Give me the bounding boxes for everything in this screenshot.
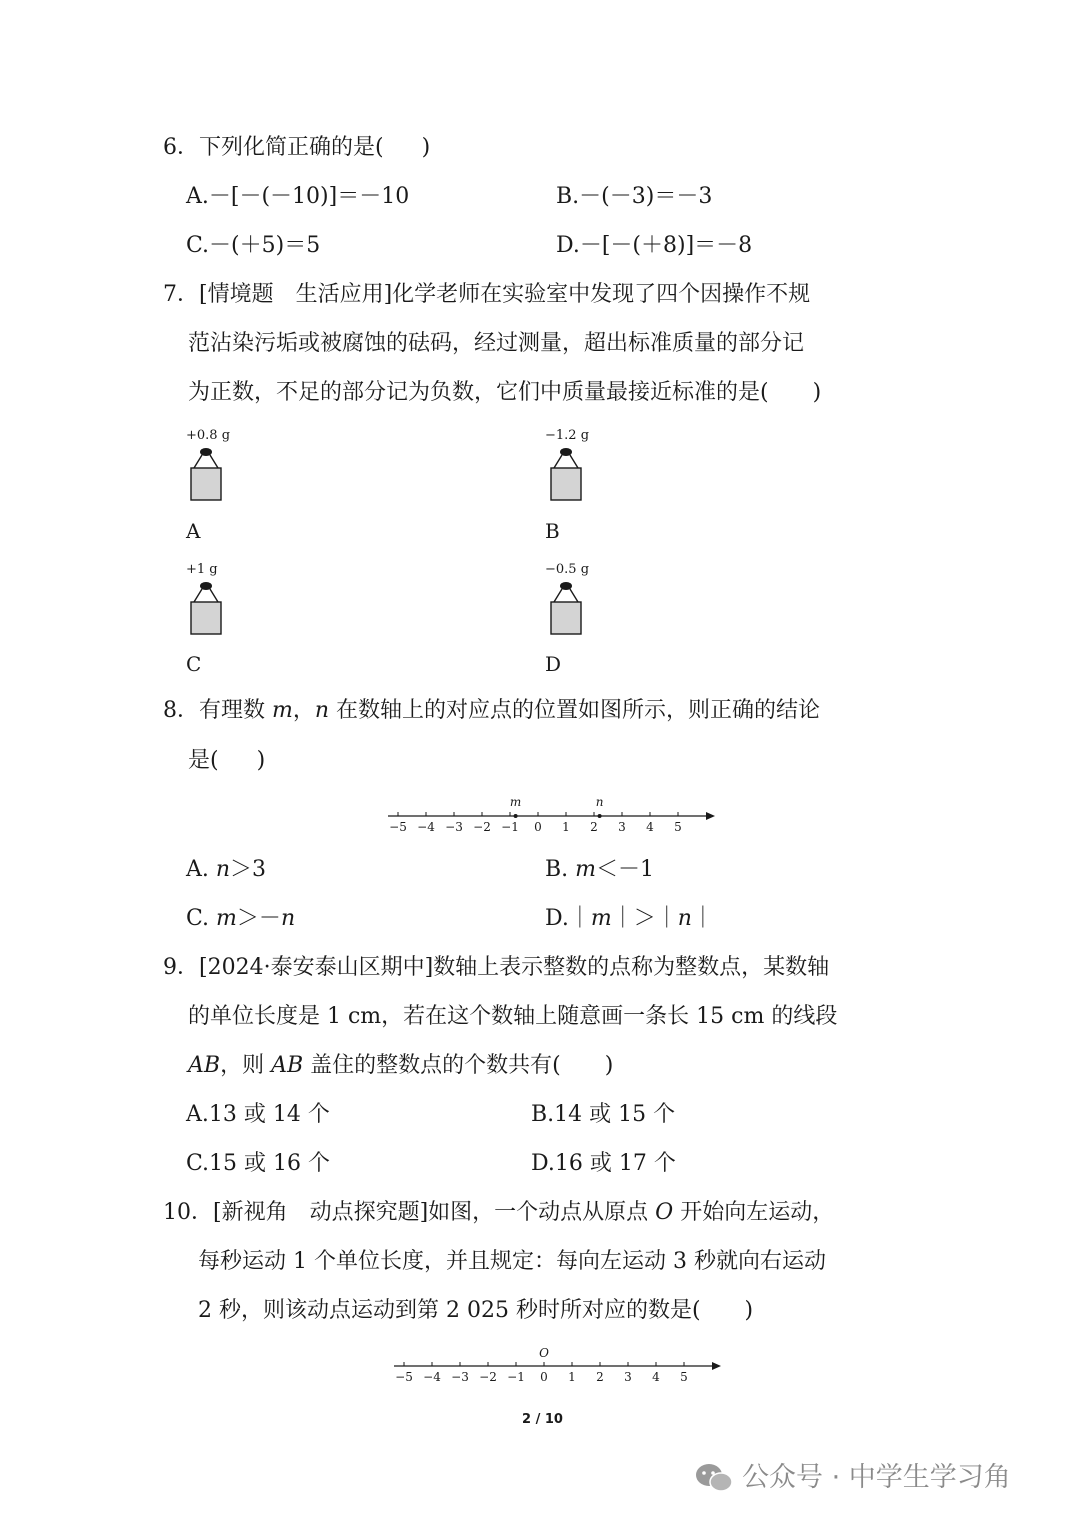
question-8-stem-line1: 8．有理数 m，n 在数轴上的对应点的位置如图所示，则正确的结论 (163, 698, 821, 723)
axis-tick-label: 1 (568, 1370, 576, 1384)
q6-option-b[interactable]: B.－(－3)＝－3 (556, 184, 713, 209)
weight-b-icon (546, 446, 586, 502)
q6-option-d[interactable]: D.－[－(＋8)]＝－8 (556, 233, 753, 258)
question-9-stem-line1: 9．[2024·泰安泰山区期中]数轴上表示整数的点称为整数点，某数轴 (163, 955, 830, 980)
axis-tick-label: −2 (473, 820, 491, 834)
weight-b-option[interactable]: B (545, 519, 560, 543)
q8-option-a[interactable]: A. n＞3 (186, 857, 267, 882)
weight-a-label: +0.8 g (186, 428, 231, 443)
axis-tick-label: −3 (445, 820, 463, 834)
question-6-stem: 6．下列化简正确的是( ) (163, 135, 431, 160)
weight-b-label: −1.2 g (545, 428, 590, 443)
weight-d-label: −0.5 g (545, 562, 590, 577)
point-m (514, 814, 518, 818)
axis-tick-label: 0 (540, 1370, 548, 1384)
watermark-text: 公众号 · 中学生学习角 (742, 1462, 1011, 1493)
axis-tick-label: 0 (534, 820, 542, 834)
axis-tick-label: −1 (501, 820, 519, 834)
question-10-stem-line3: 2 秒，则该动点运动到第 2 025 秒时所对应的数是( ) (198, 1298, 754, 1323)
q9-option-c[interactable]: C.15 或 16 个 (186, 1151, 331, 1176)
axis-tick-label: 1 (562, 820, 570, 834)
origin-label: O (539, 1346, 549, 1360)
axis-tick-label: −5 (395, 1370, 413, 1384)
q6-option-a[interactable]: A.－[－(－10)]＝－10 (186, 184, 410, 209)
q9-option-b[interactable]: B.14 或 15 个 (531, 1102, 676, 1127)
wechat-icon (693, 1460, 735, 1500)
axis-tick-label: 4 (646, 820, 654, 834)
q8-option-b[interactable]: B. m＜－1 (545, 857, 655, 882)
point-n-label: n (595, 795, 604, 809)
axis-tick-label: 5 (674, 820, 682, 834)
axis-tick-label: −4 (423, 1370, 441, 1384)
weight-c-option[interactable]: C (186, 652, 202, 676)
question-8-stem-line2: 是( ) (188, 748, 266, 773)
axis-tick-label: 3 (618, 820, 626, 834)
point-n (598, 814, 602, 818)
axis-arrow (712, 1362, 721, 1370)
q9-option-d[interactable]: D.16 或 17 个 (531, 1151, 676, 1176)
weight-a-option[interactable]: A (186, 519, 201, 543)
axis-tick-label: 5 (680, 1370, 688, 1384)
q8-option-d[interactable]: D.｜m｜＞｜n｜ (545, 906, 714, 931)
axis-tick-label: 2 (596, 1370, 604, 1384)
q8-option-c[interactable]: C. m＞－n (186, 906, 296, 931)
axis-tick-label: 4 (652, 1370, 660, 1384)
question-9-stem-line2: 的单位长度是 1 cm，若在这个数轴上随意画一条长 15 cm 的线段 (188, 1004, 838, 1029)
q9-option-a[interactable]: A.13 或 14 个 (186, 1102, 330, 1127)
axis-tick-label: −2 (479, 1370, 497, 1384)
question-7-stem-line1: 7．[情境题 生活应用]化学老师在实验室中发现了四个因操作不规 (163, 282, 811, 307)
q6-option-c[interactable]: C.－(＋5)＝5 (186, 233, 321, 258)
weight-c-label: +1 g (186, 562, 218, 577)
weight-d-icon (546, 580, 586, 636)
axis-tick-label: −1 (507, 1370, 525, 1384)
weight-c-icon (186, 580, 226, 636)
axis-tick-label: −3 (451, 1370, 469, 1384)
axis-arrow (706, 812, 715, 820)
point-m-label: m (509, 795, 522, 809)
number-line-q8 (384, 790, 720, 838)
axis-tick-label: 2 (590, 820, 598, 834)
axis-tick-label: −4 (417, 820, 435, 834)
axis-tick-label: 3 (624, 1370, 632, 1384)
page-number: 2 / 10 (522, 1412, 563, 1427)
axis-tick-label: −5 (389, 820, 407, 834)
question-7-stem-line2: 范沾染污垢或被腐蚀的砝码，经过测量，超出标准质量的部分记 (188, 331, 805, 356)
weight-a-icon (186, 446, 226, 502)
number-line-q10 (390, 1340, 726, 1388)
weight-d-option[interactable]: D (545, 652, 562, 676)
question-10-stem-line1: 10．[新视角 动点探究题]如图，一个动点从原点 O 开始向左运动， (163, 1200, 835, 1225)
question-9-stem-line3: AB，则 AB 盖住的整数点的个数共有( ) (188, 1053, 614, 1078)
question-7-stem-line3: 为正数，不足的部分记为负数，它们中质量最接近标准的是( ) (188, 380, 822, 405)
question-10-stem-line2: 每秒运动 1 个单位长度，并且规定：每向左运动 3 秒就向右运动 (198, 1249, 826, 1274)
